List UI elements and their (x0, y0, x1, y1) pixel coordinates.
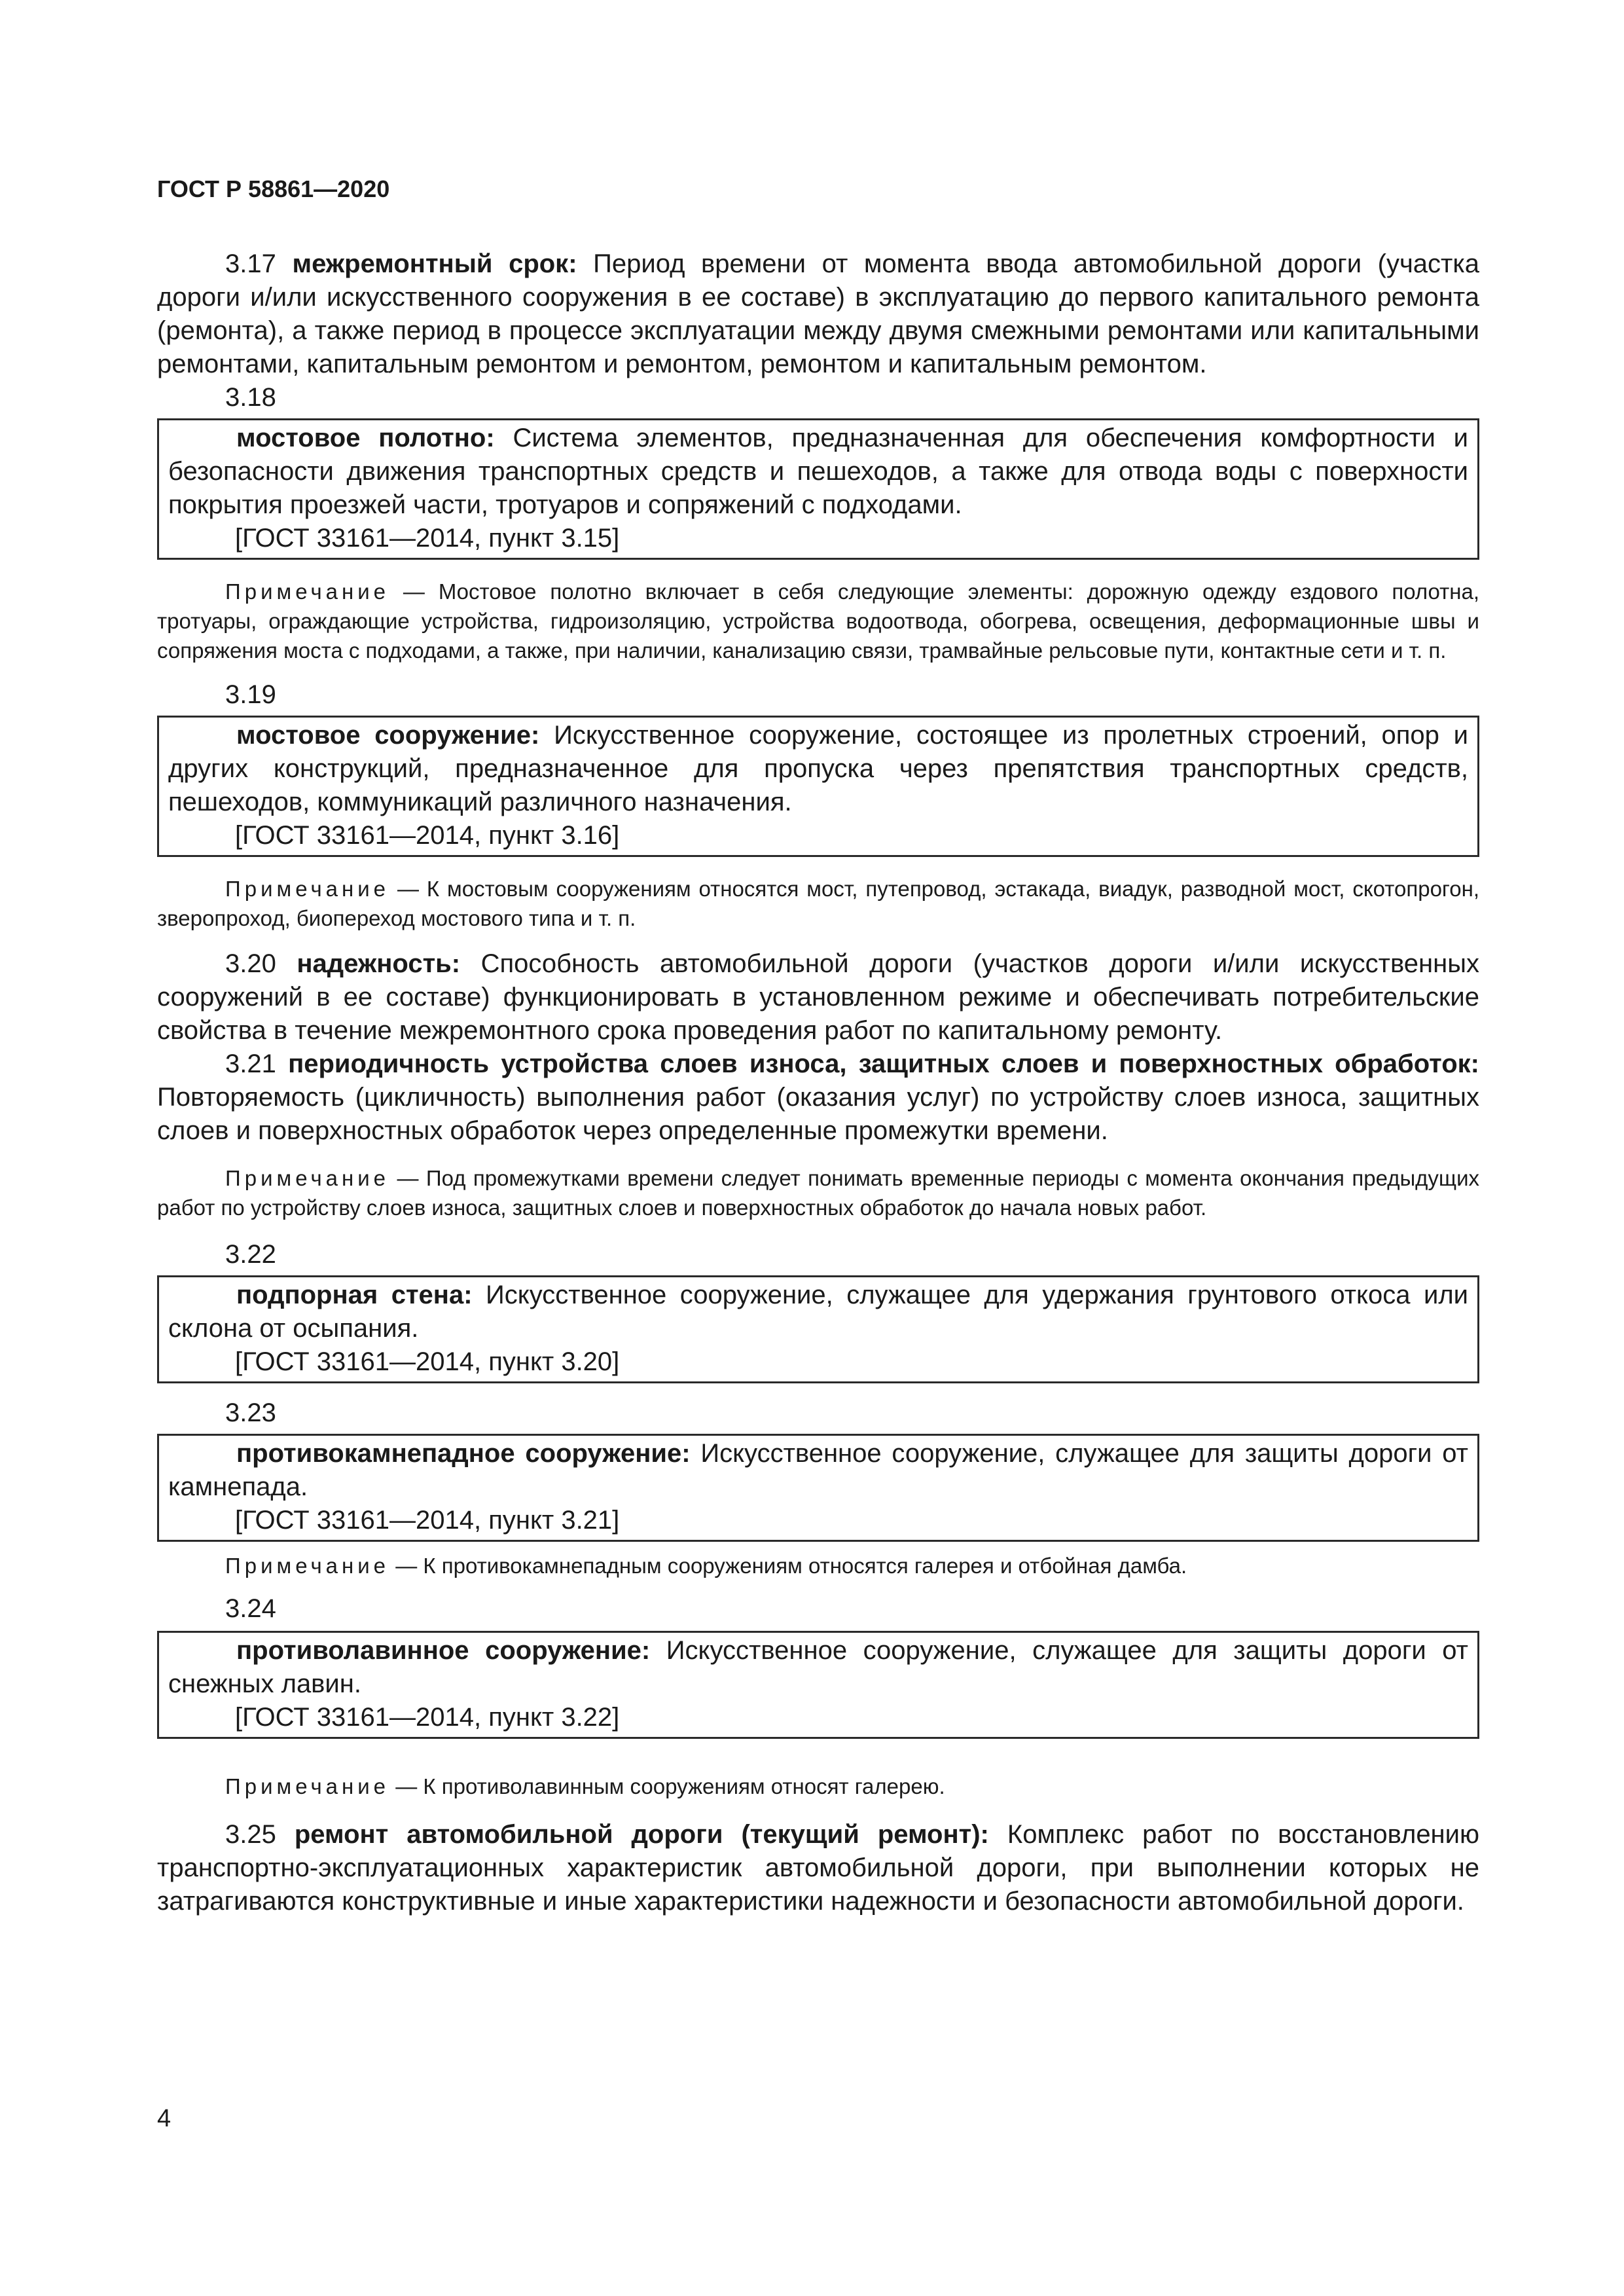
term-title: надежность: (297, 949, 461, 978)
note-3-18 (157, 577, 1479, 665)
note-label: Примечание (225, 1774, 390, 1798)
term-3-21 (157, 1048, 1479, 1148)
term-definition: Комплекс работ по восстановлению транспортно-эксплуатационных характеристик автомобильной дороги, при выполнении которых не затрагиваются конструктивные и иные характеристики надежности и безопасности автомобильной дороги. (157, 1820, 1479, 1916)
term-definition: Искусственное сооружение, служащее для защиты дороги от камнепада. (168, 1439, 1468, 1501)
term-definition: Искусственное сооружение, состоящее из пролетных строений, опор и других конструкций, предназначенное для пропуска через препятствия транспортных средств, пешеходов, коммуникаций различного назначения. (168, 721, 1469, 816)
term-title: мостовое сооружение: (236, 721, 540, 750)
note-3-21 (157, 1163, 1479, 1222)
term-source: [ГОСТ 33161—2014, пункт 3.16] (235, 821, 620, 850)
term-number: 3.20 (225, 949, 276, 978)
term-title: межремонтный срок: (292, 249, 577, 278)
term-box-3-23 (157, 1434, 1479, 1542)
term-definition: Повторяемость (цикличность) выполнения работ (оказания услуг) по устройству слоев износа, защитных слоев и поверхностных обработок через определенные промежутки времени. (157, 1083, 1479, 1145)
term-3-17 (157, 247, 1479, 381)
note-label: Примечание (225, 877, 390, 901)
term-number-3-18: 3.18 (225, 383, 276, 412)
term-box-3-19 (157, 716, 1479, 857)
note-label: Примечание (225, 1166, 390, 1190)
document-body (157, 247, 1479, 1918)
note-text: — К противокамнепадным сооружениям относятся галерея и отбойная дамба. (395, 1554, 1187, 1578)
term-definition: Система элементов, предназначенная для обеспечения комфортности и безопасности движения транспортных средств и пешеходов, а также для отвода воды с поверхности покрытия проезжей части, тротуаров и сопряжений с подходами. (168, 424, 1468, 519)
note-label: Примечание (225, 1554, 390, 1578)
term-title: ремонт автомобильной дороги (текущий ремонт): (294, 1820, 989, 1849)
term-number: 3.25 (225, 1820, 276, 1849)
term-source: [ГОСТ 33161—2014, пункт 3.20] (235, 1347, 620, 1376)
term-3-25 (157, 1818, 1479, 1918)
term-number-3-22: 3.22 (225, 1240, 276, 1269)
document-code-header: ГОСТ Р 58861—2020 (157, 175, 390, 202)
term-3-24 (168, 1634, 1468, 1701)
term-number-3-19: 3.19 (225, 680, 276, 709)
term-number: 3.17 (225, 249, 276, 278)
term-definition: Период времени от момента ввода автомобильной дороги (участка дороги и/или искусственного сооружения в ее составе) в эксплуатацию до первого капитального ремонта (ремонта), а также период в процессе эксплуатации между двумя смежными ремонтами или капитальными ремонтами, капитальным ремонтом и ремонтом, ремонтом и капитальным ремонтом. (157, 249, 1480, 378)
note-3-24 (157, 1772, 1479, 1801)
term-source: [ГОСТ 33161—2014, пункт 3.22] (235, 1703, 620, 1732)
term-3-19 (168, 719, 1468, 819)
note-label: Примечание (225, 579, 390, 604)
term-number-3-24: 3.24 (225, 1594, 276, 1623)
term-definition: Способность автомобильной дороги (участков дороги и/или искусственных сооружений в ее составе) функционировать в установленном режиме и обеспечивать потребительские свойства в течение межремонтного срока проведения работ по капитальному ремонту. (157, 949, 1479, 1045)
page-number: 4 (157, 2105, 171, 2132)
term-number-3-23: 3.23 (225, 1398, 276, 1427)
note-3-19 (157, 874, 1479, 933)
term-3-20 (157, 947, 1479, 1048)
term-definition: Искусственное сооружение, служащее для удержания грунтового откоса или склона от осыпания. (168, 1281, 1468, 1343)
term-source: [ГОСТ 33161—2014, пункт 3.21] (235, 1506, 620, 1535)
note-text: — Мостовое полотно включает в себя следующие элементы: дорожную одежду ездового полотна, тротуары, ограждающие устройства, гидроизоляцию, устройства водоотвода, обогрева, освещения, деформационные швы и сопряжения моста с подходами, а также, при наличии, канализацию связи, трамвайные рельсовые пути, контактные сети и т. п. (157, 579, 1479, 663)
note-text: — К противолавинным сооружениям относят галерею. (395, 1774, 945, 1798)
term-box-3-22 (157, 1275, 1479, 1383)
term-3-22 (168, 1279, 1468, 1345)
term-box-3-24 (157, 1631, 1479, 1739)
term-title: подпорная стена: (236, 1281, 473, 1309)
term-title: периодичность устройства слоев износа, защитных слоев и поверхностных обработок: (288, 1049, 1479, 1078)
term-3-23 (168, 1437, 1468, 1504)
term-source: [ГОСТ 33161—2014, пункт 3.15] (235, 524, 620, 553)
note-text: — К мостовым сооружениям относятся мост, путепровод, эстакада, виадук, разводной мост, скотопрогон, зверопроход, биопереход мостового типа и т. п. (157, 877, 1479, 930)
note-text: — Под промежутками времени следует понимать временные периоды с момента окончания предыдущих работ по устройству слоев износа, защитных слоев и поверхностных обработок до начала новых работ. (157, 1166, 1480, 1220)
term-title: противолавинное сооружение: (236, 1636, 651, 1665)
term-title: противокамнепадное сооружение: (236, 1439, 691, 1468)
term-definition: Искусственное сооружение, служащее для защиты дороги от снежных лавин. (168, 1636, 1468, 1698)
term-box-3-18 (157, 418, 1479, 560)
note-3-23 (157, 1551, 1479, 1580)
term-title: мостовое полотно: (236, 424, 495, 452)
term-3-18 (168, 422, 1468, 522)
term-number: 3.21 (225, 1049, 276, 1078)
